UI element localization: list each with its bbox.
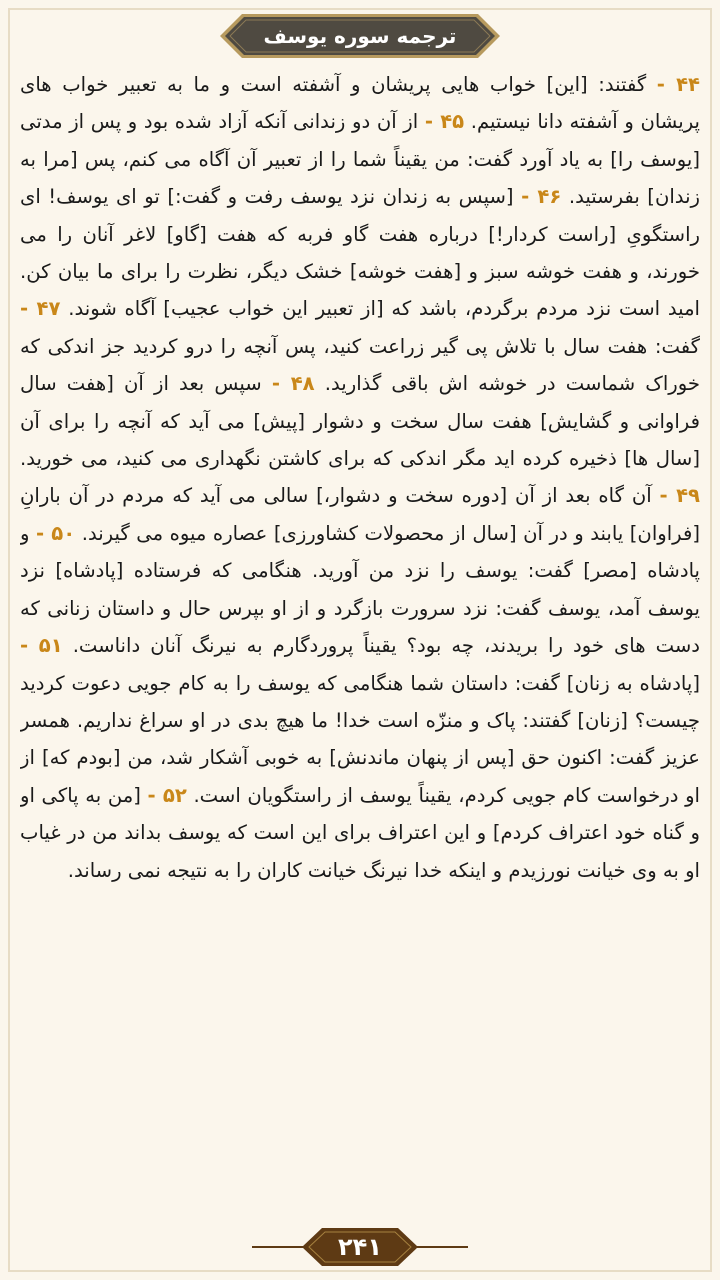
verse-number: ۴۶ - <box>521 185 562 209</box>
verse-text: از آن دو زندانی آنکه آزاد شده بود و پس از مدتی [یوسف را] به یاد آورد گفت: من یقیناً شما را از تعبیر آن آگاه می کنم، پس [مرا به زندان] بفرستید. <box>20 110 700 209</box>
verse-number: ۴۷ - <box>20 297 61 321</box>
verse-text: [پادشاه به زنان] گفت: داستان شما هنگامی که یوسف را به کام جویی دعوت کردید چیست؟ [زنان] گفتند: پاک و منزّه است خدا! ما هیچ بدی در او سراغ نداریم. همسر عزیز گفت: اکنون حق [پس از پنهان ماندنش] به خوبی آشکار شد، من [بودم که] از او درخواست کام جویی کردم، یقیناً یوسف از راستگویان است. <box>20 671 700 807</box>
verse-text: و پادشاه [مصر] گفت: یوسف را نزد من آورید. هنگامی که فرستاده [پادشاه] نزد یوسف آمد، یوسف گفت: نزد سرورت بازگرد و از او بپرس حال و داستان زنانی که دست های خود را بریدند، چه بود؟ یقیناً پروردگارم به نیرنگ آنان داناست. <box>20 521 700 658</box>
verse-number: ۵۱ - <box>20 634 63 658</box>
verse-number: ۴۵ - <box>424 110 465 134</box>
verse-text: آن گاه بعد از آن [دوره سخت و دشوار،] سالی می آید که مردم در آن بارانِ [فراوان] یابند و در آن [سال از محصولات کشاورزی] عصاره میوه می گیرند. <box>20 484 700 545</box>
verse-number: ۴۹ - <box>659 484 700 508</box>
page-title: ترجمه سوره یوسف <box>263 24 457 48</box>
verse-text: گفت: هفت سال با تلاش پی گیر زراعت کنید، پس آنچه را درو کردید جز اندکی که خوراک شماست در خوشه اش باقی گذارید. <box>20 334 700 396</box>
verse-text: سپس بعد از آن [هفت سال فراوانی و گشایش] هفت سال سخت و دشوار [پیش] می آید که آنچه را برای آن [سال ها] ذخیره کرده اید مگر اندکی که برای کاشتن نگهداری می کنید، می خورید. <box>20 372 700 471</box>
page-number: ۲۴۱ <box>338 1233 382 1261</box>
verse-text: گفتند: [این] خواب هایی پریشان و آشفته است و ما به تعبیر خواب های پریشان و آشفته دانا نیستیم. <box>20 73 700 134</box>
verse-number: ۵۲ - <box>147 783 187 807</box>
verse-number: ۵۰ - <box>36 521 76 545</box>
verse-text: [من به پاکی او و گناه خود اعتراف کردم] و این اعتراف برای این است که یوسف بداند من در غیاب او به وی خیانت نورزیدم و اینکه خدا نیرنگ خیانت کاران را به نتیجه نمی رساند. <box>20 783 700 882</box>
passage-paragraph <box>20 66 700 889</box>
page-number-badge <box>252 1224 468 1270</box>
header-badge <box>216 10 504 62</box>
verse-number: ۴۸ - <box>271 372 315 396</box>
translation-text <box>20 66 700 1210</box>
verse-number: ۴۴ - <box>656 73 700 96</box>
verse-text: [سپس به زندان نزد یوسف رفت و گفت:] تو ای یوسف! ای راستگویِ [راست کردار!] درباره هفت گاو فربه که هفت [گاو] لاغر آنان را می خورند، و هفت خوشه سبز و [هفت خوشه] خشک دیگر، نظرت را برای ما بیان کن. امید است نزد مردم برگردم، باشد که [از تعبیر این خواب عجیب] آگاه شوند. <box>20 185 700 321</box>
